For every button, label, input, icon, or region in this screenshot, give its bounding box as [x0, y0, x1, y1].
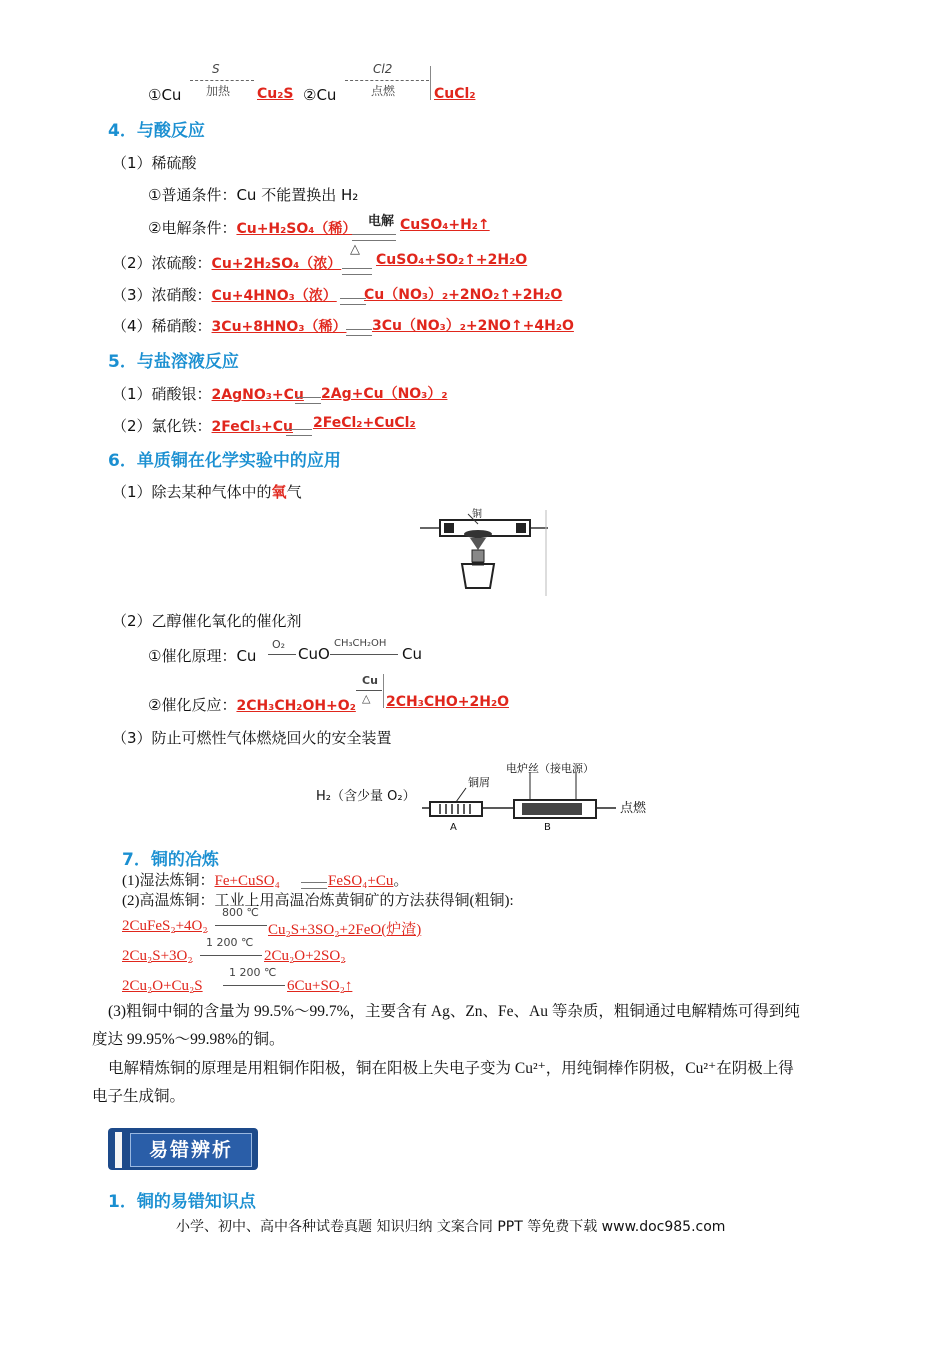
refining-para-line2: 电子生成铜。 [92, 1088, 186, 1105]
section-4-title: 4．与酸反应 [108, 121, 205, 141]
sec6-reaction-row [148, 694, 356, 715]
reaction-2-product: CuCl₂ [434, 86, 476, 102]
catalyst-arrow [356, 690, 382, 691]
conc-nitric-rhs: Cu（NO₃）₂+2NO₂↑+2H₂O [364, 287, 563, 303]
crude-copper-para-line2: 度达 99.95%～99.98%的铜。 [92, 1031, 285, 1048]
inlet-label: H₂（含少量 O₂） [316, 789, 416, 804]
section-5-title: 5．与盐溶液反应 [108, 352, 239, 372]
conc-sulfuric-rhs: CuSO₄+SO₂↑+2H₂O [376, 252, 528, 268]
flashback-apparatus-figure [316, 760, 656, 832]
smelt-eq-2-rhs: 2Cu₂O+2SO₂ [264, 948, 346, 964]
lhs: 3Cu+8HNO₃（稀） [211, 319, 347, 335]
sec4-electrolysis-row [148, 217, 356, 238]
sec5-ferric-chloride-row [112, 415, 293, 436]
conc-sulfuric-eqsign [340, 262, 374, 280]
label: （2）浓硫酸： [112, 254, 212, 272]
label: （1）硝酸银： [112, 385, 212, 403]
lhs: Cu+H₂SO₄（稀） [236, 221, 357, 237]
label: （4）稀硝酸： [112, 317, 212, 335]
lhs: 2FeCl₃+Cu [211, 419, 293, 435]
text-end: 气 [286, 483, 302, 501]
smelt-eq-2-line [200, 955, 262, 956]
smelt-eq-1-rhs: Cu₂S+3SO₂+2FeO(炉渣) [268, 922, 422, 938]
banner-label: 易错辨析 [130, 1133, 252, 1167]
principle-arrow-1 [268, 654, 296, 655]
section-6-title: 6．单质铜在化学实验中的应用 [108, 451, 341, 471]
conc-sulfuric-cond: △ [350, 242, 360, 257]
ferric-eqsign [284, 423, 314, 441]
reaction-1-cond-bottom: 加热 [206, 84, 231, 98]
cu: Cu [236, 647, 257, 665]
sec4-dilute-nitric-row [112, 315, 346, 336]
heating-wire-label: 电炉丝（接电源） [506, 762, 594, 775]
oxygen-highlight: 氧 [271, 483, 287, 501]
copper-tube-apparatus-figure [420, 506, 550, 598]
wet-copper-row [122, 869, 280, 890]
catalyst-rhs: 2CH₃CHO+2H₂O [386, 694, 509, 710]
sec4-normal-condition: ①普通条件：Cu 不能置换出 H₂ [148, 186, 359, 204]
sec4-dilute-sulfuric: （1）稀硫酸 [112, 154, 197, 172]
banner-bar [114, 1131, 123, 1169]
dilute-nitric-eqsign [344, 323, 374, 341]
sec6-flashback-device: （3）防止可燃性气体燃烧回火的安全装置 [112, 729, 392, 747]
smelt-eq-3-cond: 1 200 ℃ [229, 966, 277, 979]
label: ①催化原理： [148, 647, 237, 665]
text: （1）除去某种气体中的 [112, 483, 272, 501]
common-mistakes-banner [108, 1128, 258, 1170]
label: ②催化反应： [148, 696, 237, 714]
reaction-1-cond-top: S [212, 62, 220, 76]
label: ②电解条件： [148, 219, 237, 237]
rhs: FeSO₄+Cu [328, 873, 394, 889]
smelt-eq-2-cond: 1 200 ℃ [206, 936, 254, 949]
reaction-2-arrow [345, 80, 429, 81]
reaction-1-product: Cu₂S [257, 86, 294, 102]
crude-copper-para-line1: (3)粗铜中铜的含量为 99.5%～99.7%，主要含有 Ag、Zn、Fe、Au 等杂质，粗铜通过电解精炼可得到纯 [108, 1003, 800, 1020]
copper-shavings-label: 铜屑 [468, 776, 490, 789]
label: （3）浓硝酸： [112, 286, 212, 304]
smelt-eq-3-lhs: 2Cu₂O+Cu₂S [122, 978, 203, 994]
silver-rhs: 2Ag+Cu（NO₃）₂ [321, 386, 448, 402]
principle-o2: O₂ [272, 638, 286, 651]
principle-cu2: Cu [402, 645, 422, 663]
sec4-conc-sulfuric-row [112, 252, 341, 273]
sec5-silver-nitrate-row [112, 383, 304, 404]
label: （2）氯化铁： [112, 417, 212, 435]
lhs: 2CH₃CH₂OH+O₂ [236, 698, 356, 714]
copper-label: 铜 [472, 509, 482, 520]
principle-cuo: CuO [298, 645, 330, 663]
reaction-1-reactant: ①Cu [148, 86, 182, 104]
reaction-2-reactant: ②Cu [303, 86, 337, 104]
reaction-2-bar [430, 66, 431, 100]
sec6-ethanol-catalyst: （2）乙醇催化氧化的催化剂 [112, 612, 302, 630]
catalyst-bar [383, 674, 384, 708]
smelt-eq-3-line [223, 985, 285, 986]
ferric-rhs: 2FeCl₂+CuCl₂ [313, 415, 416, 431]
smelt-eq-1-line [215, 925, 267, 926]
lhs: Cu+4HNO₃（浓） [211, 288, 337, 304]
refining-para-line1: 电解精炼铜的原理是用粗铜作阳极，铜在阳极上失电子变为 Cu²⁺，用纯铜棒作阴极，Cu²⁺在阴极上得 [108, 1060, 794, 1077]
dilute-nitric-rhs: 3Cu（NO₃）₂+2NO↑+4H₂O [372, 318, 574, 334]
reaction-1-arrow [190, 80, 254, 81]
catalyst-heat: △ [362, 692, 371, 705]
electrolysis-cond: 电解 [368, 214, 395, 229]
lhs: Cu+2H₂SO₄（浓） [211, 256, 342, 272]
smelt-eq-1-lhs: 2CuFeS₂+4O₂ [122, 918, 208, 934]
footer-text: 小学、初中、高中各种试卷真题 知识归纳 文案合同 PPT 等免费下载 www.doc985.com [176, 1219, 726, 1235]
label-b: B [544, 822, 551, 832]
sec6-remove-oxygen [112, 481, 302, 502]
smelt-eq-2-lhs: 2Cu₂S+3O₂ [122, 948, 193, 964]
electrolysis-rhs: CuSO₄+H₂↑ [400, 217, 490, 233]
sec4-conc-nitric-row [112, 284, 337, 305]
principle-arrow-2 [330, 654, 398, 655]
end: 。 [393, 873, 409, 889]
smelt-eq-1-cond: 800 ℃ [222, 906, 259, 919]
sec6-principle-row [148, 645, 256, 666]
silver-eqsign [293, 391, 323, 409]
reaction-2-cond-bottom: 点燃 [371, 84, 396, 98]
lhs: 2AgNO₃+Cu [211, 387, 304, 403]
wet-copper-rhs-row [328, 869, 408, 890]
mistakes-section-1-title: 1．铜的易错知识点 [108, 1192, 256, 1212]
label-a: A [450, 822, 457, 832]
label: (1)湿法炼铜： [122, 873, 215, 889]
ignite-label: 点燃 [620, 801, 647, 816]
principle-ethanol: CH₃CH₂OH [334, 638, 387, 649]
smelt-eq-3-rhs: 6Cu+SO₂↑ [287, 978, 353, 994]
reaction-2-cond-top: Cl2 [373, 62, 393, 76]
section-7-title: 7．铜的冶炼 [122, 850, 219, 870]
lhs: Fe+CuSO₄ [214, 873, 280, 889]
catalyst-cu: Cu [362, 674, 378, 687]
pyro-copper-intro: (2)高温炼铜：工业上用高温冶炼黄铜矿的方法获得铜(粗铜): [122, 893, 514, 909]
